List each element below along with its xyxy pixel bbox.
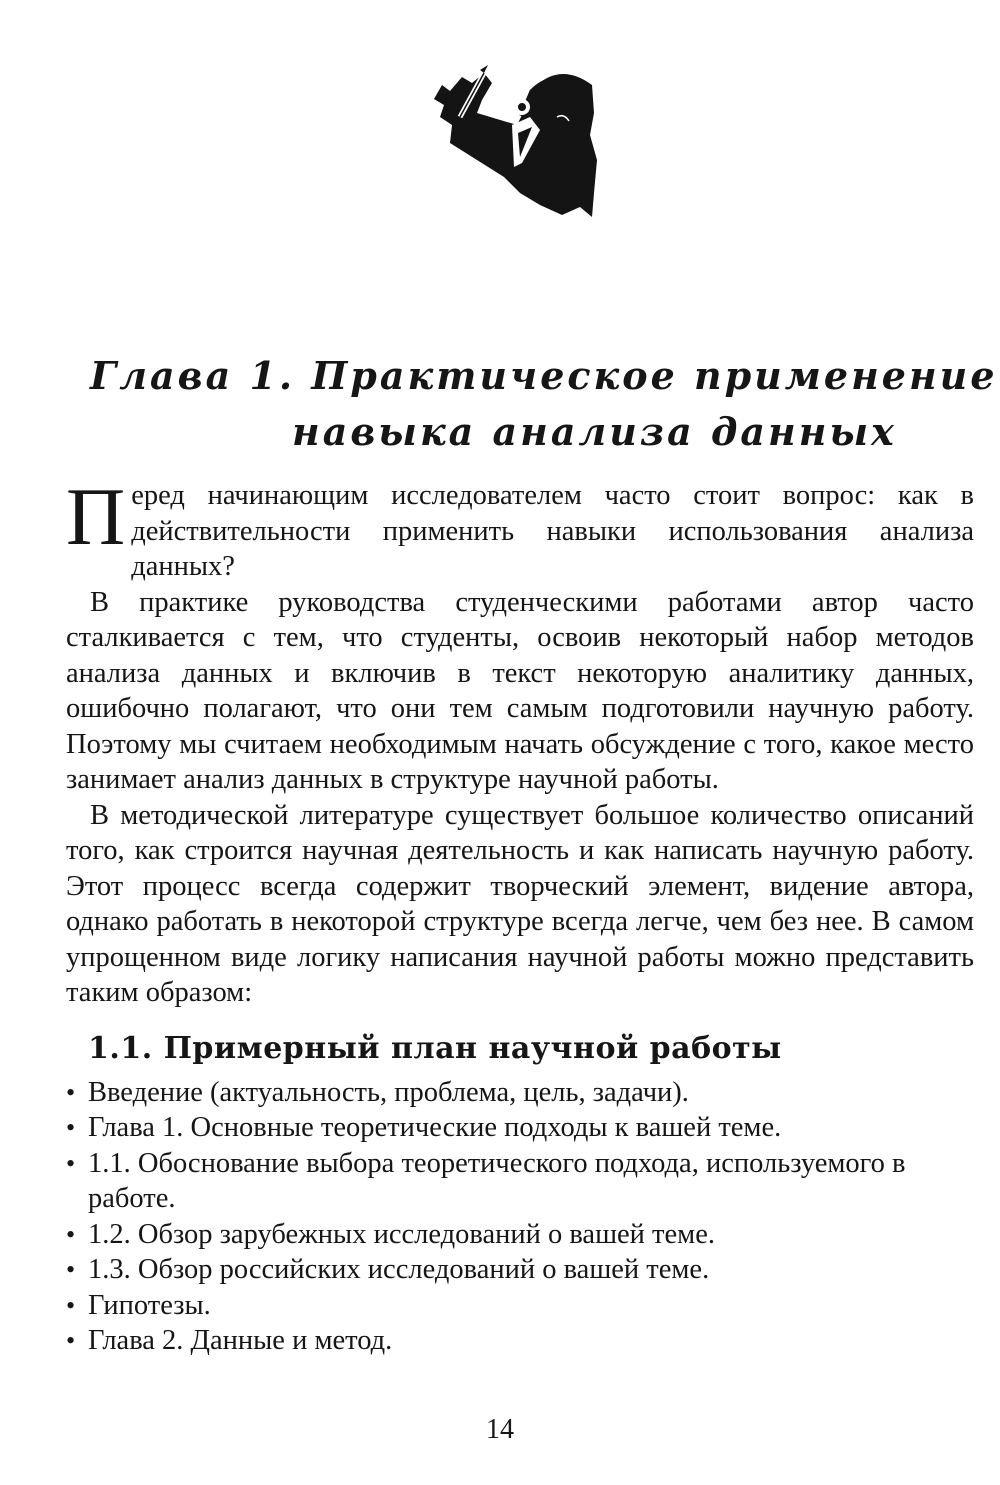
list-item [66, 1217, 974, 1253]
list-item-text: 1.1. Обоснование выбора теоретического подхода, используемого в работе. [88, 1147, 906, 1214]
list-item [66, 1252, 974, 1288]
drop-cap: П [66, 471, 126, 562]
bullet-icon: • [66, 1077, 76, 1107]
list-item [66, 1110, 974, 1146]
list-item-text: Глава 1. Основные теоретические подходы к вашей теме. [88, 1112, 782, 1143]
list-item-text: 1.3. Обзор российских исследований о вашей теме. [88, 1254, 710, 1285]
chapter-title [0, 348, 1000, 460]
list-item [66, 1288, 974, 1324]
bullet-icon: • [66, 1290, 76, 1320]
list-item-text: Введение (актуальность, проблема, цель, задачи). [88, 1076, 689, 1108]
list-item-text: Гипотезы. [88, 1289, 211, 1321]
list-item [66, 1075, 974, 1111]
paragraph-1-text: еред начинающим исследователем часто стоит вопрос: как в действительности применить навыки использования анализа данных? [131, 480, 974, 582]
bullet-icon: • [66, 1255, 76, 1284]
section-title: 1.1. Примерный план научной работы [88, 1030, 782, 1066]
bullet-icon: • [66, 1219, 76, 1249]
paragraph-1 [66, 471, 974, 585]
page-number: 14 [486, 1414, 514, 1445]
chapter-title-line-1: Глава 1. Практическое применение [90, 353, 998, 398]
paragraph-3: В методической литературе существует большое количество описаний того, как строится научная деятельность и как написать научную работу. Этот процесс всегда содержит творческий элемент, видение автора, однако работать в некоторой структуре всегда легче, чем без нее. В самом упрощенном виде логику написания научной работы можно представить таким образом: [66, 799, 974, 1008]
chapter-title-line-2: навыка анализа данных [292, 409, 897, 454]
plan-list [66, 1075, 974, 1359]
crow-with-pencil-icon [422, 55, 607, 220]
list-item-text: 1.2. Обзор зарубежных исследований о вашей теме. [88, 1218, 715, 1250]
list-item [66, 1146, 974, 1217]
bullet-icon: • [66, 1326, 76, 1355]
crow-illustration [422, 55, 607, 220]
bullet-icon: • [66, 1113, 76, 1142]
list-item [66, 1323, 974, 1359]
paragraph-2: В практике руководства студенческими работами автор часто сталкивается с тем, что студенты, освоив некоторый набор методов анализа данных и включив в текст некоторую аналитику данных, ошибочно полагают, что они тем самым подготовили научную работу. Поэтому мы считаем необходимым начать обсуждение с того, какое место занимает анализ данных в структуре научной работы. [66, 586, 974, 795]
list-item-text: Глава 2. Данные и метод. [88, 1325, 393, 1356]
bullet-icon: • [66, 1148, 76, 1178]
body-text [66, 471, 974, 1359]
